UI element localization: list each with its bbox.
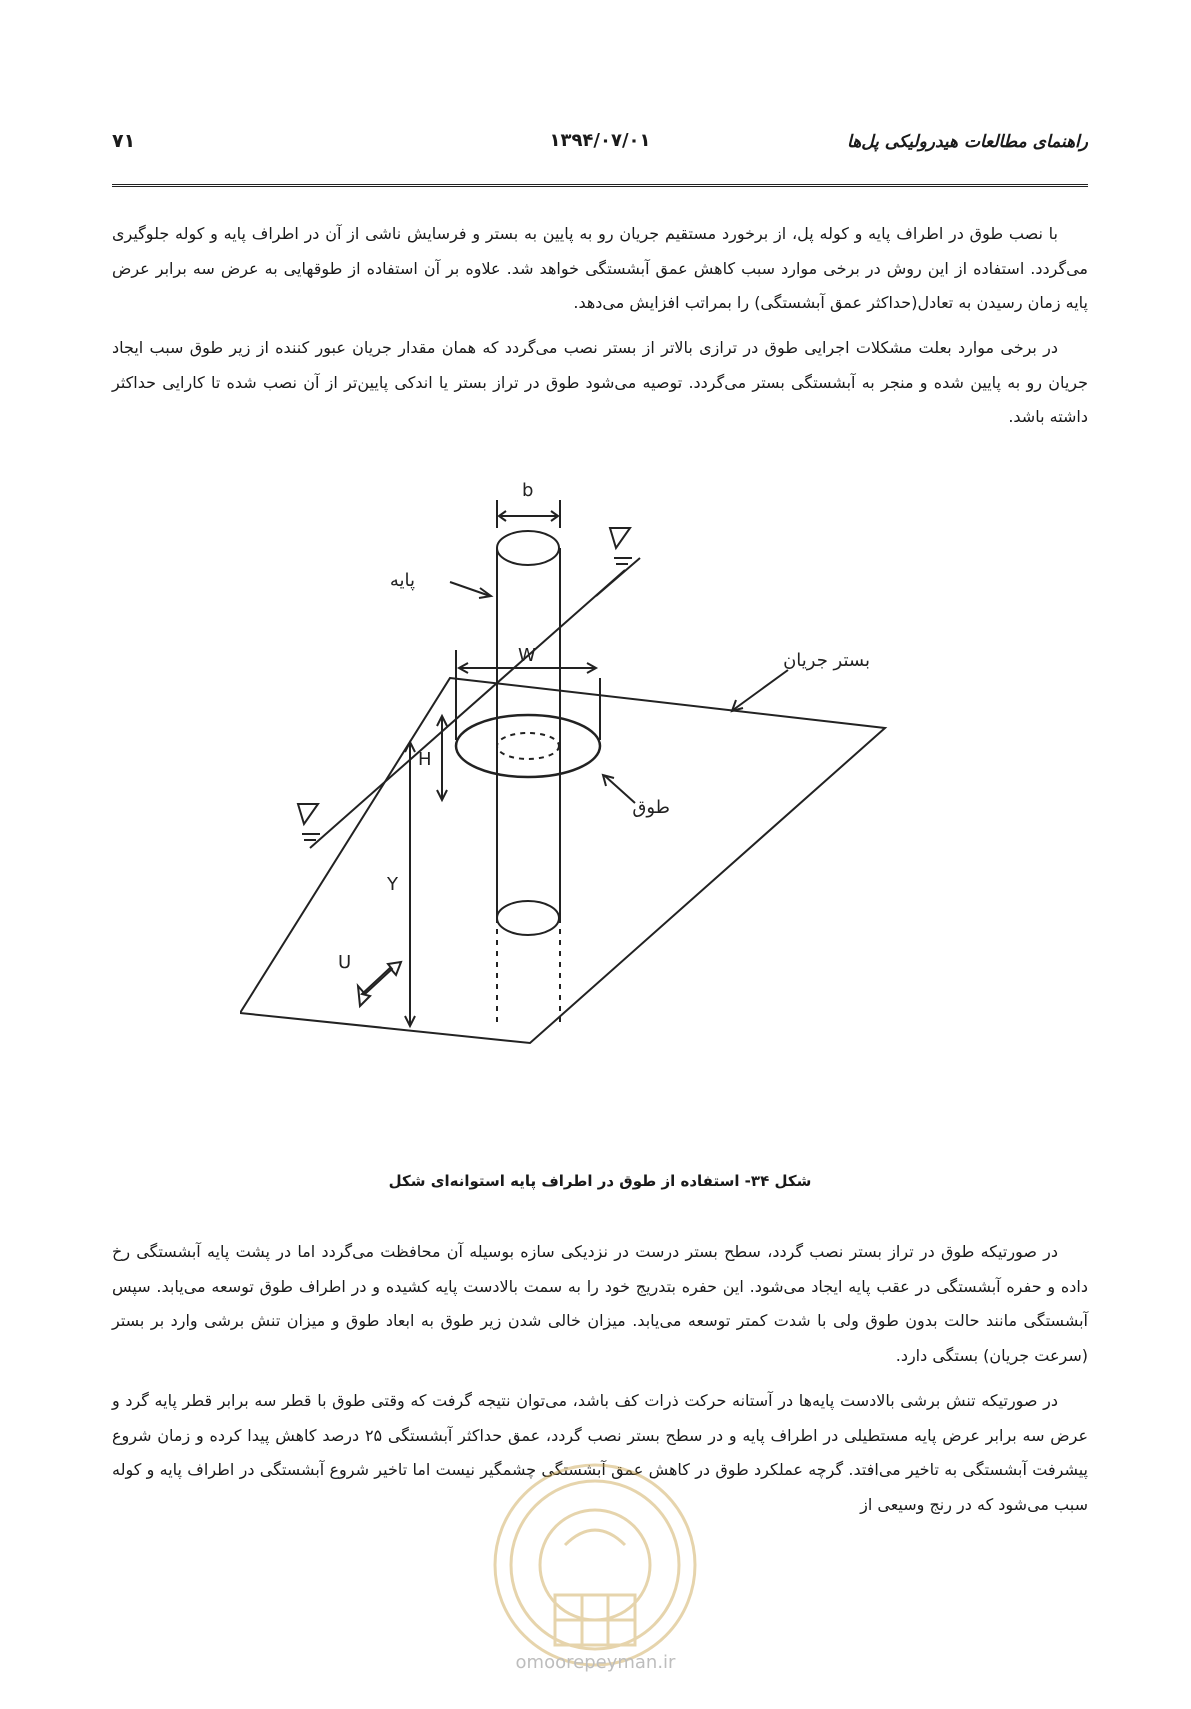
paragraph-3: در صورتیکه طوق در تراز بستر نصب گردد، سطح بستر درست در نزدیکی سازه بوسیله آن محافظت می‌گردد اما در پشت پایه آبشستگی رخ داده و حفره آبشستگی در عقب پایه ایجاد می‌شود. این حفره بتدریج خود را به سمت بالادست پایه کشیده و در اطراف طوق توسعه می‌یابد. سپس آبشستگی مانند حالت بدون طوق ولی با شدت کمتر توسعه می‌یابد. میزان خالی شدن زیر طوق به ابعاد طوق و میزان تنش برشی وارد بر بستر (سرعت جریان) بستگی دارد. xyxy=(112,1242,1088,1365)
page-number: ۷۱ xyxy=(112,130,136,152)
page-header xyxy=(112,128,1088,168)
watermark-site: omoorepeyman.ir xyxy=(515,1652,676,1673)
paragraph-2: در برخی موارد بعلت مشکلات اجرایی طوق در ترازی بالاتر از بستر نصب می‌گردد که همان مقدار جریان عبور کننده از زیر طوق سبب ایجاد جریان رو به پایین شده و منجر به آبشستگی بستر می‌گردد. توصیه می‌شود طوق در تراز بستر یا اندکی پایین‌تر از آن نصب شده تا کارایی حداکثر داشته باشد. xyxy=(112,338,1088,426)
flow-arrow xyxy=(358,962,401,1006)
pier-collar-diagram xyxy=(240,478,1000,1138)
label-bed: بستر جریان xyxy=(783,650,870,671)
label-w: W xyxy=(518,645,536,666)
label-b: b xyxy=(522,480,534,501)
pier-top xyxy=(497,531,559,565)
header-date: ۱۳۹۴/۰۷/۰۱ xyxy=(549,130,651,151)
collar-ring xyxy=(456,715,600,777)
pier-collar-figure xyxy=(240,478,1000,1138)
label-collar: طوق xyxy=(632,797,670,818)
bed-leader xyxy=(733,670,788,710)
label-h: H xyxy=(418,749,432,770)
water-surface-line xyxy=(310,570,625,848)
label-pier: پایه xyxy=(389,570,415,591)
paragraph-1: با نصب طوق در اطراف پایه و کوله پل، از برخورد مستقیم جریان رو به پایین به بستر و فرسایش ناشی از آن در اطراف پایه و کوله جلوگیری می‌گردد. استفاده از این روش در برخی موارد سبب کاهش عمق آبشستگی خواهد شد. علاوه بر آن استفاده از طوقهایی به عرض سه برابر عرض پایه زمان رسیدن به تعادل(حداکثر عمق آبشستگی) را بمراتب افزایش می‌دهد. xyxy=(112,224,1088,312)
figure-caption: شکل ۳۴- استفاده از طوق در اطراف پایه استوانه‌ای شکل xyxy=(388,1172,812,1190)
label-u: U xyxy=(338,952,352,973)
pier-leader xyxy=(450,582,490,596)
header-rule xyxy=(112,184,1088,187)
paragraph-4: در صورتیکه تنش برشی بالادست پایه‌ها در آستانه حرکت ذرات کف باشد، می‌توان نتیجه گرفت که وقتی طوق با قطر سه برابر قطر پایه گرد و عرض سه برابر عرض پایه مستطیلی در اطراف پایه و در سطح بستر نصب گردد، عمق حداکثر آبشستگی ۲۵ درصد کاهش پیدا کرده و زمان شروع پیشرفت آبشستگی به تاخیر می‌افتد. گرچه عملکرد طوق در کاهش عمق آبشستگی چشمگیر نیست اما تاخیر شروع آبشستگی در اطراف پایه و کوله سبب می‌شود که در رنج وسیعی از xyxy=(112,1391,1089,1514)
running-title: راهنمای مطالعات هیدرولیکی پل‌ها xyxy=(847,132,1088,152)
pier-bottom xyxy=(497,901,559,935)
collar-leader xyxy=(605,776,635,803)
bed-plane xyxy=(240,678,885,1043)
label-y: Y xyxy=(387,874,398,895)
